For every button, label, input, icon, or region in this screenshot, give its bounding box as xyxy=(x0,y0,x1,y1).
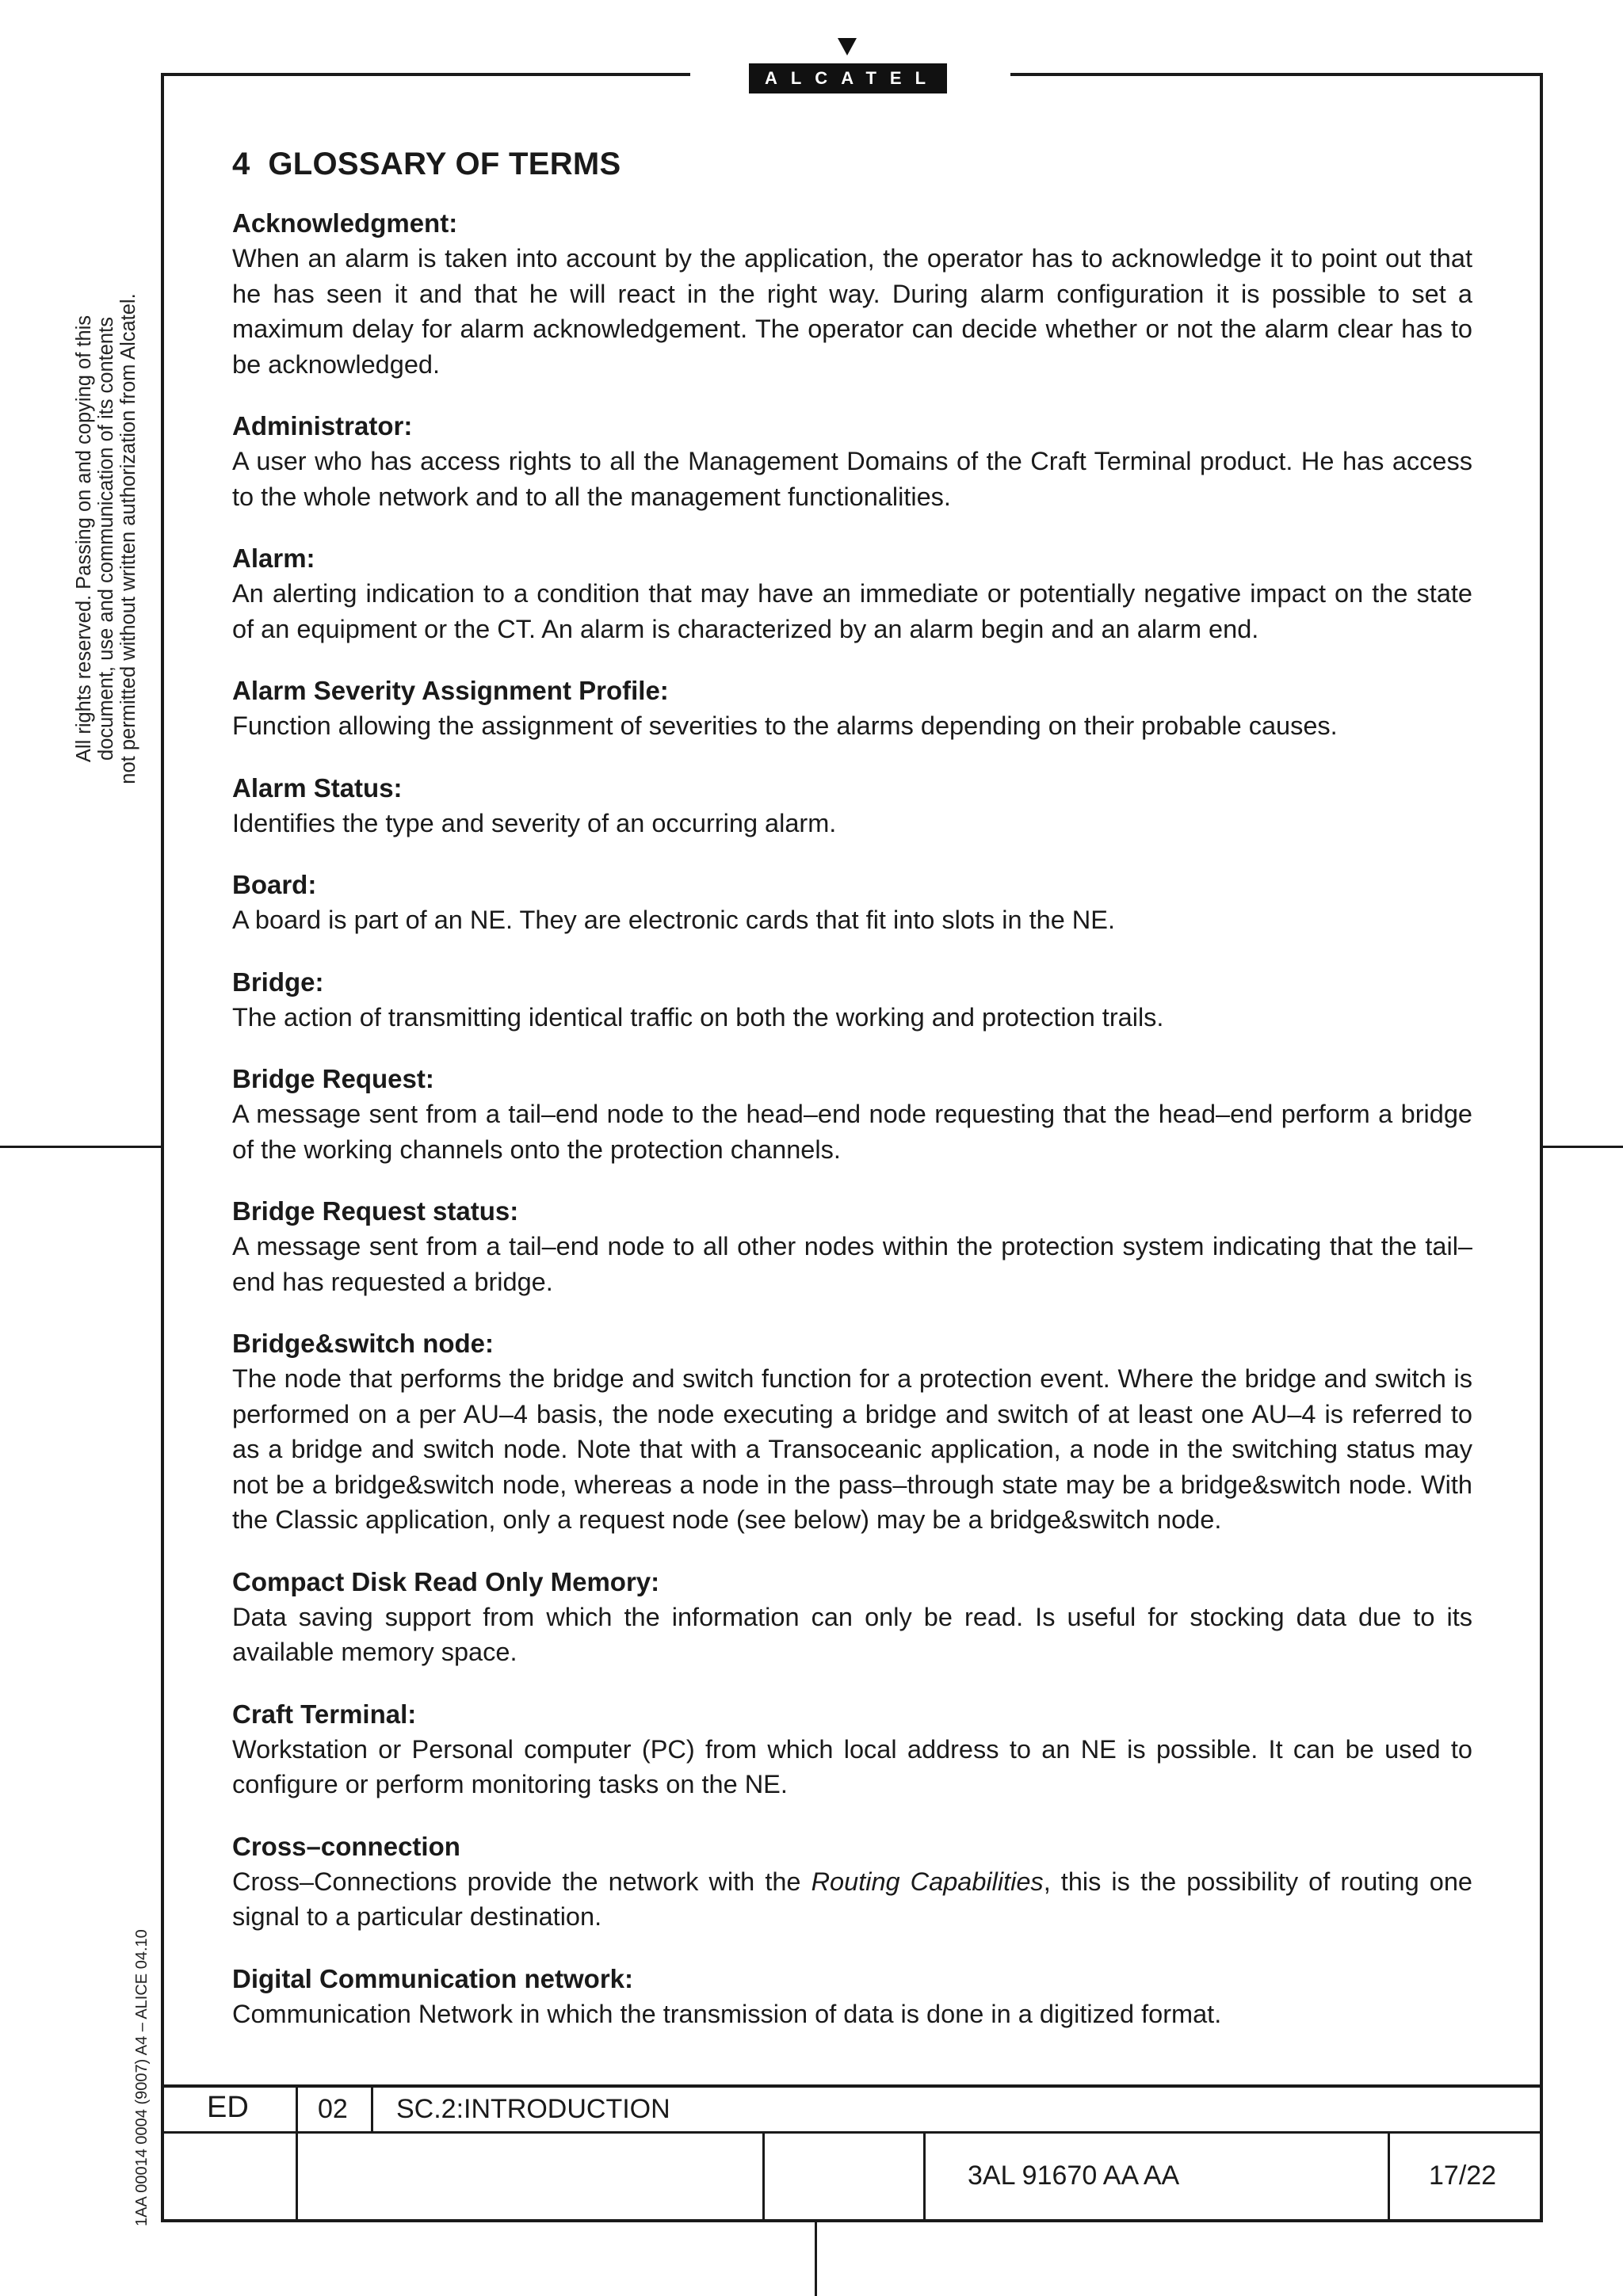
glossary-entry xyxy=(232,1194,1472,1299)
alcatel-logo xyxy=(749,38,947,95)
glossary-entry xyxy=(232,1829,1472,1935)
glossary-term: Cross–connection xyxy=(232,1831,460,1861)
glossary-entry xyxy=(232,409,1472,514)
footer-divider xyxy=(1388,2132,1390,2221)
fold-mark-left xyxy=(0,1146,161,1148)
glossary-term: Compact Disk Read Only Memory: xyxy=(232,1566,660,1596)
triangle-arrow-icon xyxy=(838,38,857,55)
section-number: 4 xyxy=(232,147,250,181)
glossary-definition: Function allowing the assignment of severities to the alarms depending on their probable causes. xyxy=(232,711,1338,740)
glossary-term: Board: xyxy=(232,870,317,899)
glossary-entry xyxy=(232,1326,1472,1538)
glossary-term: Alarm: xyxy=(232,543,315,573)
glossary-entry xyxy=(232,673,1472,744)
frame-top-border-right xyxy=(1010,73,1543,76)
glossary-term: Bridge Request: xyxy=(232,1064,434,1093)
glossary-definition: Workstation or Personal computer (PC) from which local address to an NE is possible. It can be used to configure or perform monitoring tasks on the NE. xyxy=(232,1734,1472,1798)
glossary-definition: A user who has access rights to all the Management Domains of the Craft Terminal product. He has access to the whole network and to all the management functionalities. xyxy=(232,447,1472,511)
glossary-term: Alarm Severity Assignment Profile: xyxy=(232,676,669,705)
edition-number: 02 xyxy=(318,2094,348,2124)
frame-left-border xyxy=(161,73,164,2222)
footer-divider xyxy=(371,2084,373,2132)
footer-divider xyxy=(762,2132,765,2221)
footer-divider xyxy=(296,2084,298,2221)
glossary-definition: Data saving support from which the information can only be read. Is useful for stocking data due to its available memory space. xyxy=(232,1602,1472,1666)
edition-label: ED xyxy=(207,2091,249,2124)
definition-text: Cross–Connections provide the network with the xyxy=(232,1867,812,1896)
glossary-entry xyxy=(232,965,1472,1035)
frame-top-border-left xyxy=(161,73,690,76)
footer-divider xyxy=(923,2132,926,2221)
rights-notice xyxy=(73,254,139,824)
glossary-term: Alarm Status: xyxy=(232,772,403,803)
footer-table xyxy=(162,2084,1541,2221)
page-number: 17/22 xyxy=(1429,2161,1497,2191)
rights-line: document, use and communication of its contents xyxy=(95,317,117,761)
glossary-entry xyxy=(232,1697,1472,1802)
glossary-entry xyxy=(232,541,1472,646)
glossary-entry xyxy=(232,771,1472,841)
glossary-entry xyxy=(232,206,1472,382)
definition-emphasis: Routing Capabilities xyxy=(811,1867,1044,1896)
glossary-entry xyxy=(232,1565,1472,1670)
glossary-entry xyxy=(232,1062,1472,1167)
section-title-text: GLOSSARY OF TERMS xyxy=(268,147,621,181)
glossary-definition: An alerting indication to a condition that may have an immediate or potentially negative impact on the state of an equipment or the CT. An alarm is characterized by an alarm begin and an alarm end. xyxy=(232,579,1472,643)
section-reference: SC.2:INTRODUCTION xyxy=(396,2094,670,2124)
rights-line: All rights reserved. Passing on and copying of this xyxy=(73,315,95,763)
fold-mark-bottom xyxy=(815,2222,817,2296)
footer-middle-rule xyxy=(162,2131,1541,2134)
glossary-term: Bridge Request status: xyxy=(232,1196,519,1226)
glossary-term: Administrator: xyxy=(232,411,413,441)
form-code: 1AA 00014 0004 (9007) A4 – ALICE 04.10 xyxy=(133,1929,151,2226)
glossary-entry xyxy=(232,1962,1472,2032)
glossary-definition: When an alarm is taken into account by the application, the operator has to acknowledge it to point out that he has seen it and that he will react in the right way. During alarm configuration it is possible to set a maximum delay for alarm acknowledgement. The operator can decide whether or not the alarm clear has to be acknowledged. xyxy=(232,244,1472,379)
rights-line: not permitted without written authorization from Alcatel. xyxy=(117,293,139,784)
glossary-term: Craft Terminal: xyxy=(232,1699,417,1729)
glossary-definition: A message sent from a tail–end node to the head–end node requesting that the head–end perform a bridge of the working channels onto the protection channels. xyxy=(232,1100,1472,1164)
glossary-content xyxy=(232,147,1472,2058)
glossary-definition: A board is part of an NE. They are electronic cards that fit into slots in the NE. xyxy=(232,906,1115,934)
glossary-entry xyxy=(232,868,1472,938)
definition-text: , this is the possibility of routing one signal to a particular destination. xyxy=(232,1867,1473,1931)
glossary-definition: The node that performs the bridge and switch function for a protection event. Where the bridge and switch is performed on a per AU–4 basis, the node executing a bridge and switch of at least one AU–4 is referred to as a bridge and switch node. Note that with a Transoceanic application, a node in the switching status may not be a bridge&switch node, whereas a node in the pass–through state may be a bridge&switch node. With the Classic application, only a request node (see below) may be a bridge&switch node. xyxy=(232,1364,1472,1534)
footer-top-rule xyxy=(162,2084,1541,2088)
logo-wordmark: ALCATEL xyxy=(749,63,947,93)
glossary-term: Acknowledgment: xyxy=(232,208,458,238)
glossary-definition: Communication Network in which the transmission of data is done in a digitized format. xyxy=(232,1999,1222,2028)
glossary-term: Digital Communication network: xyxy=(232,1963,634,1993)
glossary-term: Bridge&switch node: xyxy=(232,1329,495,1358)
page-title xyxy=(232,147,1472,182)
glossary-definition xyxy=(232,1864,1472,1935)
glossary-definition: The action of transmitting identical traffic on both the working and protection trails. xyxy=(232,1002,1164,1032)
fold-mark-right xyxy=(1543,1146,1623,1148)
glossary-definition: A message sent from a tail–end node to all other nodes within the protection system indicating that the tail–end has requested a bridge. xyxy=(232,1232,1472,1296)
glossary-definition: Identifies the type and severity of an occurring alarm. xyxy=(232,808,837,837)
glossary-term: Bridge: xyxy=(232,967,324,997)
document-code: 3AL 91670 AA AA xyxy=(968,2161,1180,2191)
